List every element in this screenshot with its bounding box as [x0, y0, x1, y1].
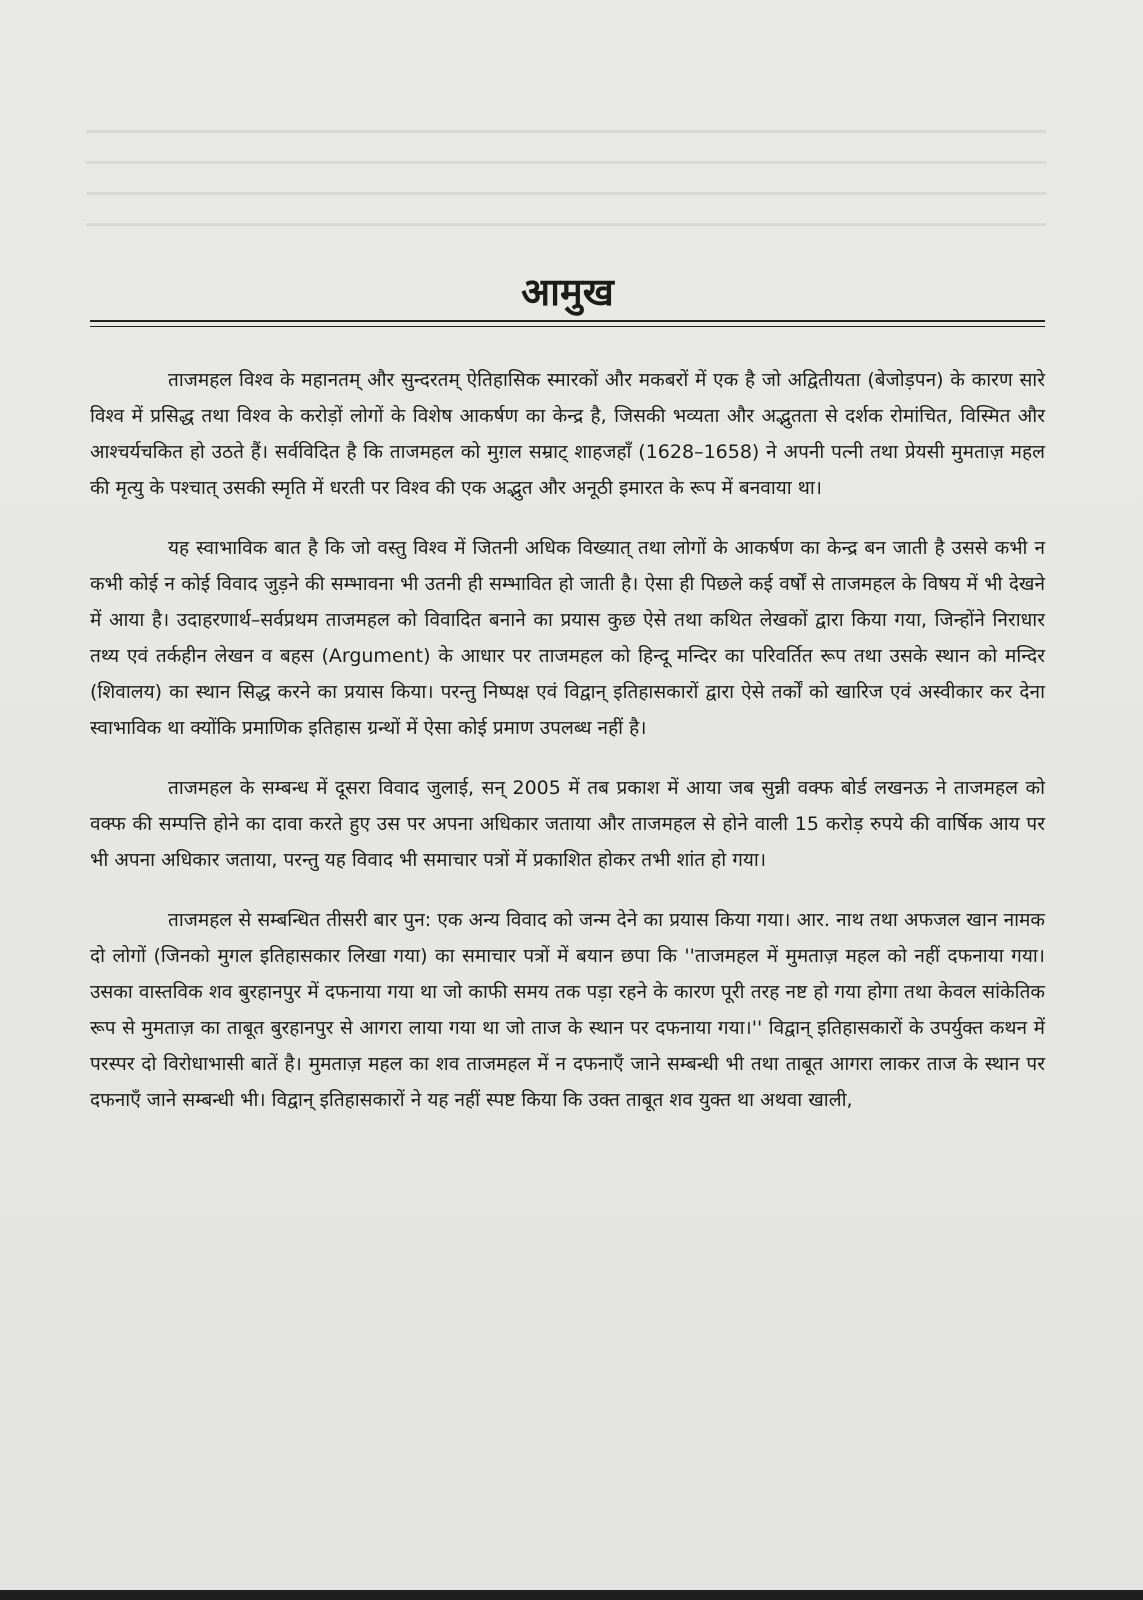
body-text — [90, 362, 1045, 1142]
heading-rule-bottom — [90, 326, 1045, 327]
paragraph-4: ताजमहल से सम्बन्धित तीसरी बार पुन: एक अन्य विवाद को जन्म देने का प्रयास किया गया। आर. नाथ तथा अफजल खान नामक दो लोगों (जिनको मुगल इतिहासकार लिखा गया) का समाचार पत्रों में बयान छपा कि ''ताजमहल में मुमताज़ महल को नहीं दफनाया गया। उसका वास्तविक शव बुरहानपुर में दफनाया गया था जो काफी समय तक पड़ा रहने के कारण पूरी तरह नष्ट हो गया होगा तथा केवल सांकेतिक रूप से मुमताज़ का ताबूत बुरहानपुर से आगरा लाया गया था जो ताज के स्थान पर दफनाया गया।'' विद्वान् इतिहासकारों के उपर्युक्त कथन में परस्पर दो विरोधाभासी बातें है। मुमताज़ महल का शव ताजमहल में न दफनाएँ जाने सम्बन्धी भी तथा ताबूत आगरा लाकर ताज के स्थान पर दफनाएँ जाने सम्बन्धी भी। विद्वान् इतिहासकारों ने यह नहीं स्पष्ट किया कि उक्त ताबूत शव युक्त था अथवा खाली, — [90, 909, 1045, 1111]
heading-rule-top — [90, 320, 1045, 322]
page-bottom-edge — [0, 1590, 1143, 1600]
heading-block — [90, 268, 1045, 338]
paragraph-1: ताजमहल विश्व के महानतम् और सुन्दरतम् ऐतिहासिक स्मारकों और मकबरों में एक है जो अद्वितीयता (बेजोड़पन) के कारण सारे विश्व में प्रसिद्ध तथा विश्व के करोड़ों लोगों के विशेष आकर्षण का केन्द्र है, जिसकी भव्यता और अद्भुतता से दर्शक रोमांचित, विस्मित और आश्चर्यचकित हो उठते हैं। सर्वविदित है कि ताजमहल को मुग़ल सम्राट् शाहजहाँ (1628–1658) ने अपनी पत्नी तथा प्रेयसी मुमताज़ महल की मृत्यु के पश्चात् उसकी स्मृति में धरती पर विश्व की एक अद्भुत और अनूठी इमारत के रूप में बनवाया था। — [90, 369, 1045, 499]
page-title: आमुख — [521, 270, 614, 314]
paragraph-3: ताजमहल के सम्बन्ध में दूसरा विवाद जुलाई, सन् 2005 में तब प्रकाश में आया जब सुन्नी वक्फ बोर्ड लखनऊ ने ताजमहल को वक्फ की सम्पत्ति होने का दावा करते हुए उस पर अपना अधिकार जताया और ताजमहल से होने वाली 15 करोड़ रुपये की वार्षिक आय पर भी अपना अधिकार जताया, परन्तु यह विवाद भी समाचार पत्रों में प्रकाशित होकर तभी शांत हो गया। — [90, 777, 1045, 871]
paragraph-2: यह स्वाभाविक बात है कि जो वस्तु विश्व में जितनी अधिक विख्यात् तथा लोगों के आकर्षण का केन्द्र बन जाती है उससे कभी न कभी कोई न कोई विवाद जुड़ने की सम्भावना भी उतनी ही सम्भावित हो जाती है। ऐसा ही पिछले कई वर्षों से ताजमहल के विषय में भी देखने में आया है। उदाहरणार्थ–सर्वप्रथम ताजमहल को विवादित बनाने का प्रयास कुछ ऐसे तथा कथित लेखकों द्वारा किया गया, जिन्होंने निराधार तथ्य एवं तर्कहीन लेखन व बहस (Argument) के आधार पर ताजमहल को हिन्दू मन्दिर का परिवर्तित रूप तथा उसके स्थान को मन्दिर (शिवालय) का स्थान सिद्ध करने का प्रयास किया। परन्तु निष्पक्ष एवं विद्वान् इतिहासकारों द्वारा ऐसे तर्कों को खारिज एवं अस्वीकार कर देना स्वाभाविक था क्योंकि प्रमाणिक इतिहास ग्रन्थों में ऐसा कोई प्रमाण उपलब्ध नहीं है। — [90, 537, 1045, 739]
